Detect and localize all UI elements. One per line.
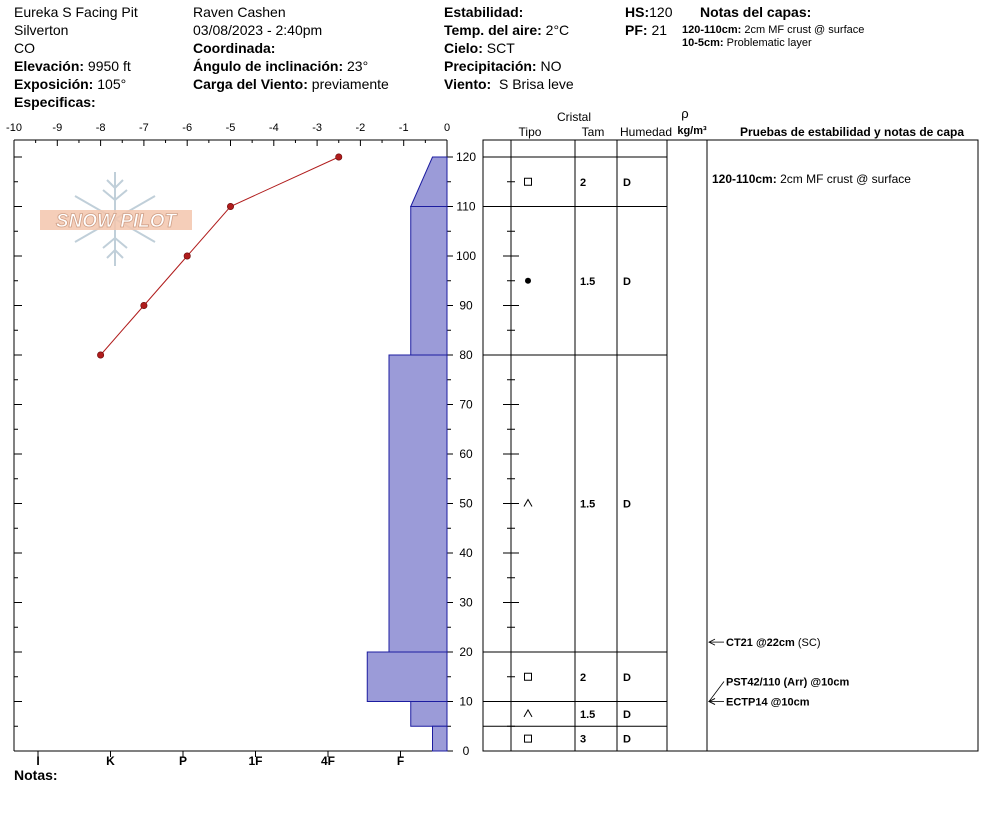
hardness-tick-label: 1F bbox=[248, 754, 263, 768]
temperature-point bbox=[97, 352, 103, 358]
temperature-line bbox=[101, 157, 339, 355]
depth-tick-label: 80 bbox=[459, 348, 473, 362]
hardness-layer-2 bbox=[389, 355, 447, 652]
specifics-label: Especificas: bbox=[14, 94, 96, 110]
pf-label: PF: bbox=[625, 22, 648, 38]
depth-tick-label: 40 bbox=[459, 546, 473, 560]
hardness-profile bbox=[367, 157, 447, 751]
wind-value: S Brisa leve bbox=[498, 76, 574, 92]
depth-tick-label: 90 bbox=[459, 298, 473, 313]
layer-size: 2 bbox=[580, 176, 587, 189]
wind-label: Viento: bbox=[444, 76, 492, 92]
aspect-value: 105° bbox=[97, 76, 127, 92]
layer-table bbox=[483, 106, 978, 751]
depth-tick-label: 0 bbox=[462, 744, 470, 758]
layer-comment bbox=[712, 172, 911, 186]
temp-tick-label: -7 bbox=[139, 122, 149, 134]
precip-value: NO bbox=[540, 58, 562, 74]
layer-note-2-text: Problematic layer bbox=[726, 37, 812, 49]
grain-square-icon bbox=[525, 735, 532, 742]
slope-label: Ángulo de inclinación: bbox=[193, 58, 344, 74]
depth-tick-label: 20 bbox=[459, 645, 473, 659]
stability-test-note: (SC) bbox=[794, 637, 821, 650]
snow-pilot-logo bbox=[40, 172, 192, 266]
temp-tick-label: -1 bbox=[398, 122, 409, 134]
grain-square-icon bbox=[525, 178, 532, 185]
layer-size: 1.5 bbox=[580, 498, 596, 511]
hardness-tick-label: 4F bbox=[320, 754, 336, 768]
aspect-label: Exposición: bbox=[14, 76, 94, 92]
temp-tick-label: -2 bbox=[355, 122, 366, 134]
header-density-unit: kg/m³ bbox=[677, 125, 707, 137]
elevation-label: Elevación: bbox=[14, 58, 85, 74]
logo-text: SNOW PILOT bbox=[55, 211, 177, 232]
depth-tick-label: 120 bbox=[455, 150, 477, 164]
test-leader-line bbox=[709, 682, 724, 702]
state: CO bbox=[14, 40, 35, 56]
table-frame bbox=[483, 140, 978, 751]
layer-note-1-range: 120-110cm: bbox=[682, 24, 742, 36]
layer-comment-text: 2cm MF crust @ surface bbox=[780, 171, 911, 186]
pit-name: Eureka S Facing Pit bbox=[14, 4, 138, 20]
grain-caret-icon bbox=[524, 500, 532, 507]
sky-label: Cielo: bbox=[444, 40, 483, 56]
temp-tick-label: -6 bbox=[182, 122, 193, 134]
layer-note-1-text: 2cm MF crust @ surface bbox=[744, 24, 865, 36]
header-tests: Pruebas de estabilidad y notas de capa bbox=[739, 125, 965, 139]
stability-test bbox=[726, 677, 849, 689]
layer-moisture: D bbox=[623, 275, 631, 288]
temperature-point bbox=[227, 203, 233, 209]
header-type: Tipo bbox=[518, 125, 542, 139]
temp-tick-label: 0 bbox=[443, 122, 451, 134]
stability-test bbox=[726, 637, 821, 649]
hardness-tick-label: I bbox=[36, 754, 40, 768]
temperature-point bbox=[141, 302, 147, 308]
hardness-layer-4 bbox=[411, 702, 447, 727]
temp-tick-label: -8 bbox=[95, 122, 106, 134]
temperature-profile bbox=[97, 154, 342, 358]
layer-moisture: D bbox=[623, 176, 631, 189]
hardness-layer-3 bbox=[367, 652, 447, 702]
layer-moisture: D bbox=[623, 671, 631, 684]
layer-note-2-range: 10-5cm: bbox=[682, 37, 724, 49]
hardness-tick-label: P bbox=[178, 754, 188, 768]
header-moisture: Humedad bbox=[619, 125, 673, 139]
hardness-tick-label: K bbox=[106, 754, 115, 768]
depth-tick-label: 30 bbox=[459, 595, 473, 610]
stability-test bbox=[726, 697, 810, 709]
air-temp-label: Temp. del aire: bbox=[444, 22, 542, 38]
depth-tick-label: 10 bbox=[459, 694, 473, 709]
elevation-value: 9950 ft bbox=[87, 58, 131, 74]
temp-tick-label: -4 bbox=[268, 122, 279, 134]
temperature-point bbox=[336, 154, 342, 160]
layer-size: 2 bbox=[580, 671, 587, 684]
header-crystal: Cristal bbox=[556, 110, 592, 124]
grain-dot-icon bbox=[525, 278, 531, 284]
wind-load-label: Carga del Viento: bbox=[193, 76, 308, 92]
pf-value: 21 bbox=[651, 22, 668, 38]
hardness-layer-1 bbox=[411, 207, 447, 356]
temp-tick-label: -9 bbox=[52, 122, 63, 134]
layer-notes-title: Notas del capas: bbox=[700, 4, 812, 20]
temp-tick-label: -5 bbox=[225, 122, 236, 134]
depth-tick-label: 70 bbox=[459, 397, 473, 412]
hardness-layer-5 bbox=[433, 726, 448, 751]
depth-tick-label: 100 bbox=[455, 249, 477, 263]
stability-label: Estabilidad: bbox=[444, 4, 524, 20]
header-rho: ρ bbox=[681, 106, 689, 121]
layer-comment-range: 120-110cm: bbox=[712, 171, 781, 186]
stability-test-code: CT21 @22cm bbox=[726, 637, 795, 650]
layer-moisture: D bbox=[623, 498, 631, 511]
layer-moisture: D bbox=[623, 733, 631, 746]
slope-value: 23° bbox=[347, 58, 369, 74]
stability-test-code: PST42/110 (Arr) @10cm bbox=[726, 676, 850, 689]
layer-size: 3 bbox=[580, 733, 587, 746]
observer: Raven Cashen bbox=[193, 4, 286, 20]
notes-label: Notas: bbox=[14, 767, 58, 783]
header-size: Tam bbox=[581, 125, 605, 139]
grain-square-icon bbox=[525, 673, 532, 680]
wind-load-value: previamente bbox=[311, 76, 389, 92]
depth-tick-label: 50 bbox=[459, 496, 473, 511]
depth-tick-label: 110 bbox=[456, 199, 476, 214]
hs-value: 120 bbox=[649, 4, 673, 20]
hs-label: HS: bbox=[625, 4, 650, 20]
hardness-layer-0 bbox=[411, 157, 447, 207]
stability-test-code: ECTP14 @10cm bbox=[726, 696, 810, 709]
layer-size: 1.5 bbox=[580, 708, 596, 721]
air-temp-value: 2°C bbox=[545, 22, 570, 38]
grain-caret-icon bbox=[524, 710, 532, 717]
location: Silverton bbox=[14, 22, 69, 38]
layer-size: 1.5 bbox=[580, 275, 596, 288]
temperature-point bbox=[184, 253, 190, 259]
hardness-tick-label: F bbox=[396, 754, 405, 768]
coordinate-label: Coordinada: bbox=[193, 40, 276, 56]
layer-moisture: D bbox=[623, 708, 631, 721]
temp-tick-label: -3 bbox=[312, 122, 322, 134]
depth-tick-label: 60 bbox=[459, 447, 473, 461]
temp-tick-label: -10 bbox=[6, 122, 22, 134]
datetime: 03/08/2023 - 2:40pm bbox=[193, 22, 323, 38]
sky-value: SCT bbox=[486, 40, 515, 56]
precip-label: Precipitación: bbox=[444, 58, 537, 74]
